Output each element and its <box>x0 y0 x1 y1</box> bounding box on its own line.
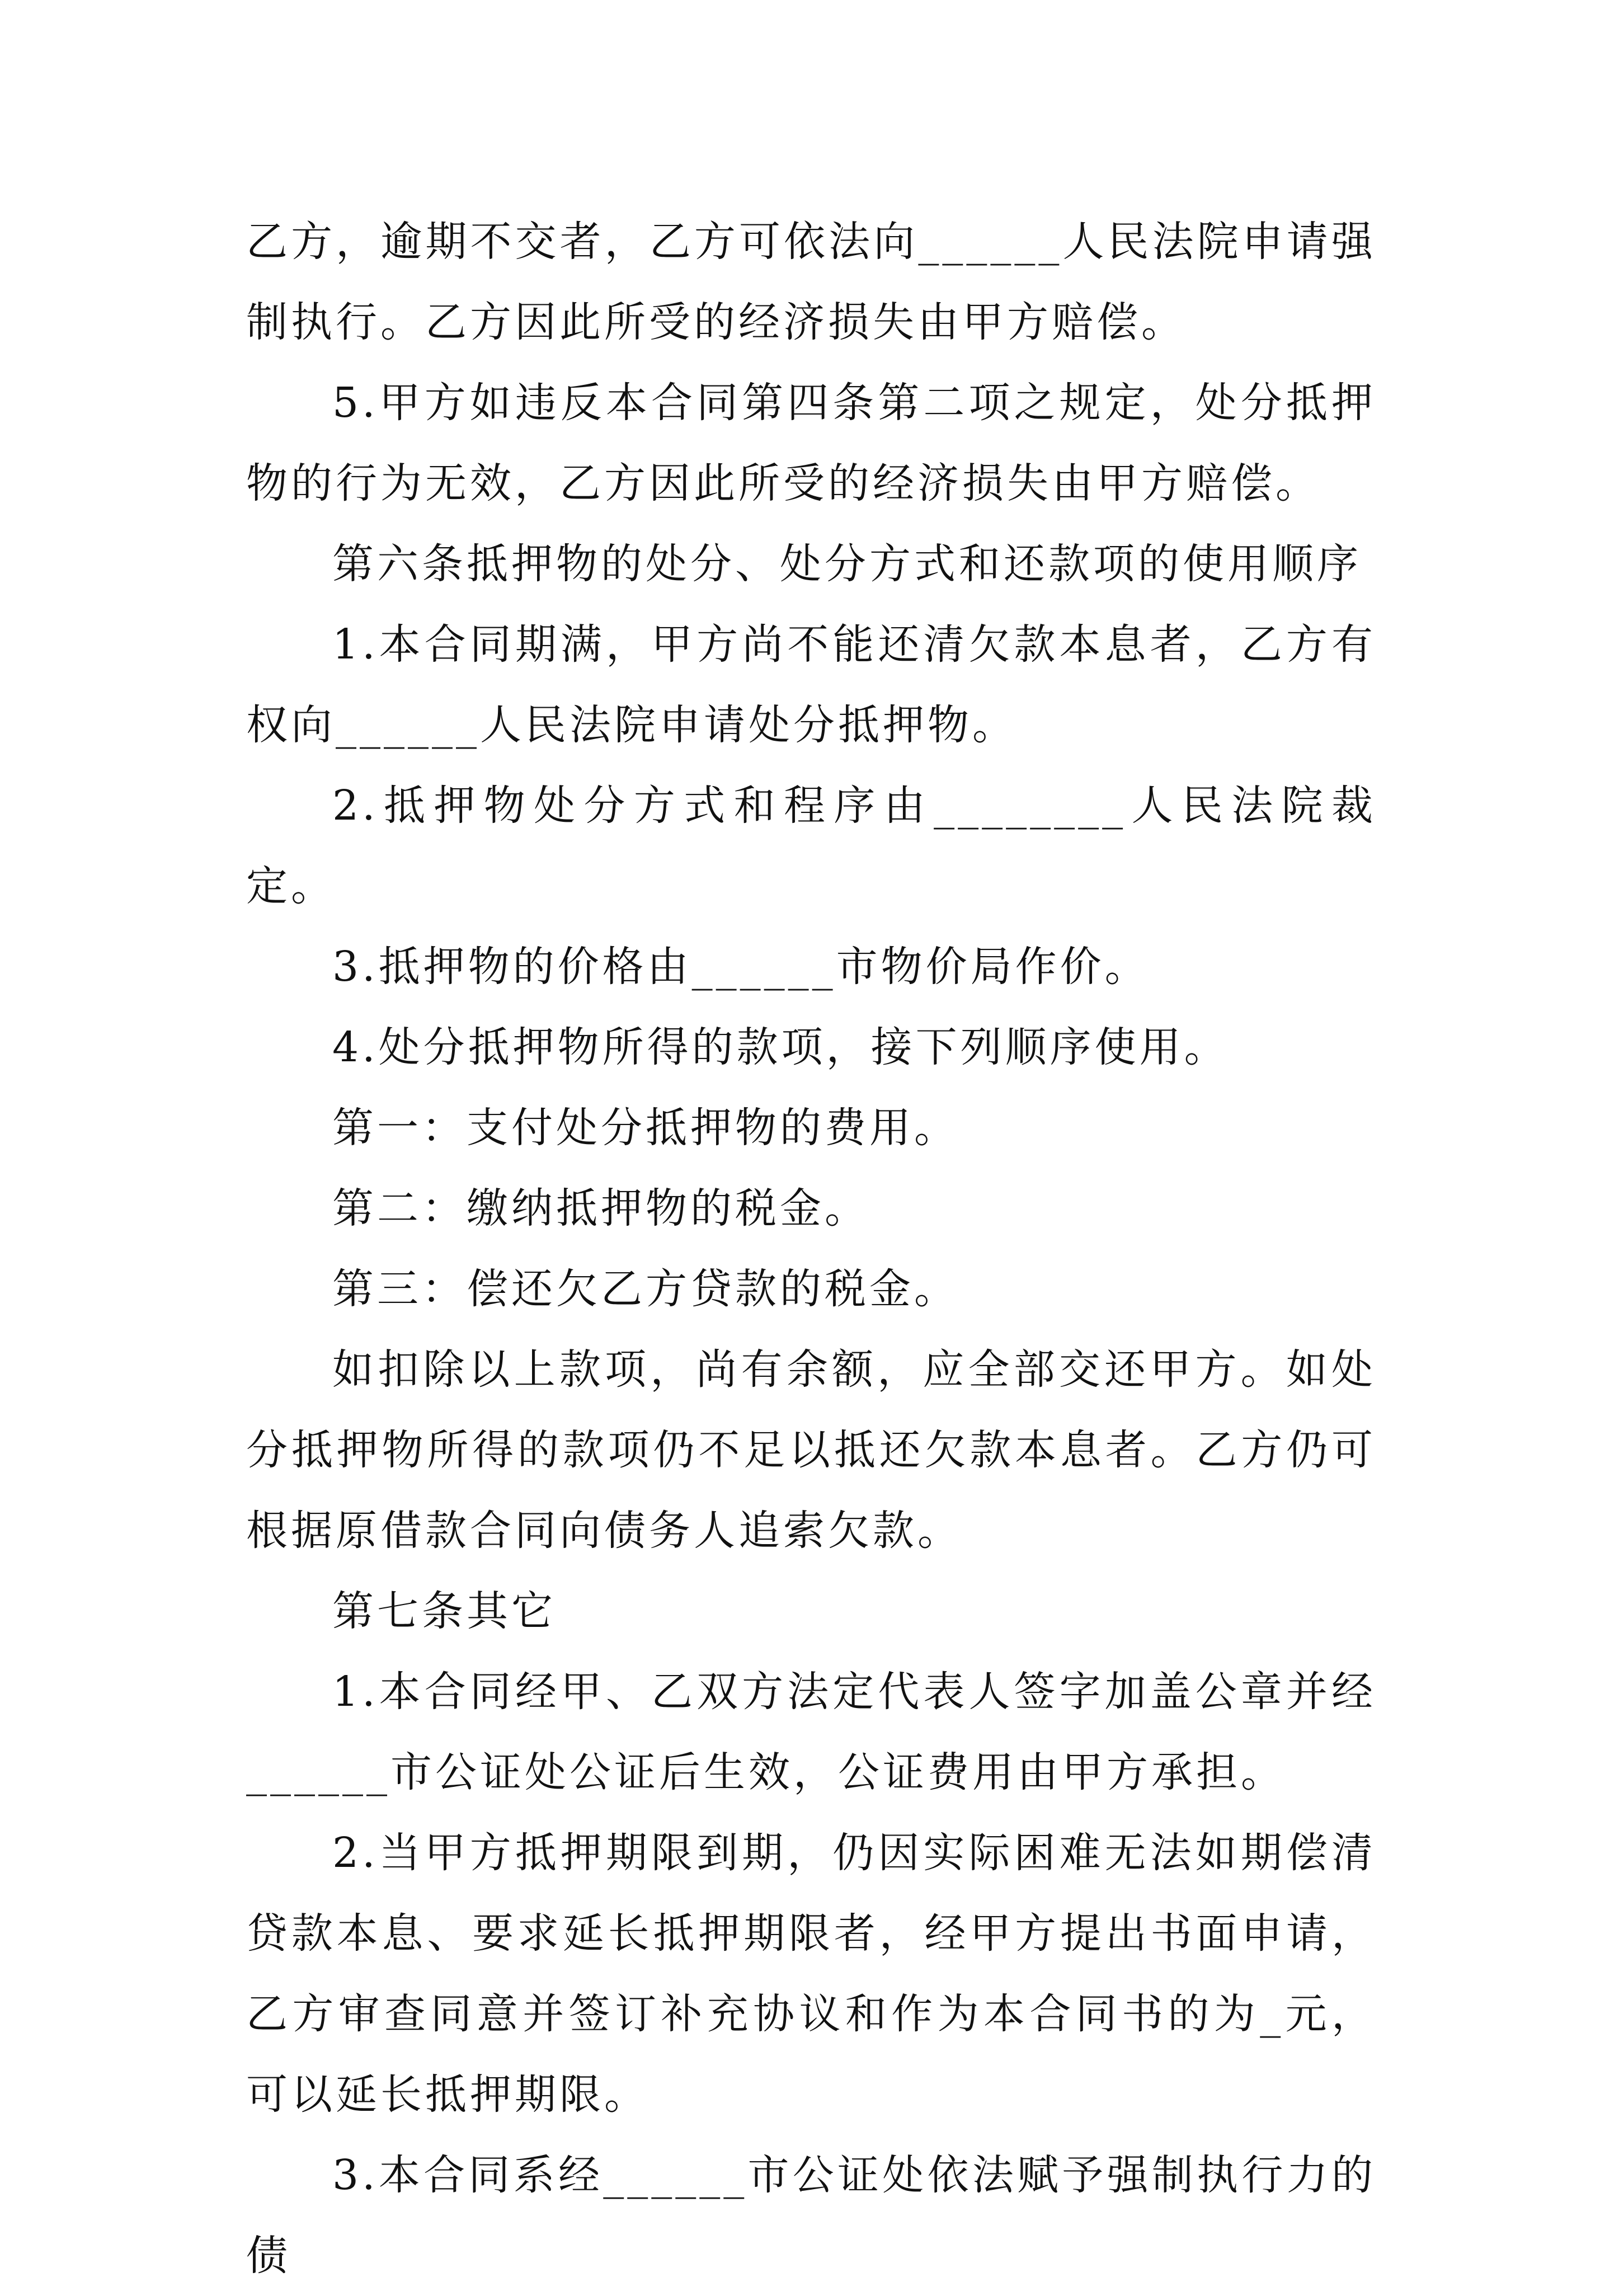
paragraph-15: 3.本合同系经______市公证处依法赋予强制执行力的债 <box>246 2151 1376 2280</box>
paragraph-3-heading: 第六条抵押物的处分、处分方式和还款项的使用顺序 <box>332 540 1362 588</box>
paragraph-9: 第二：缴纳抵押物的税金。 <box>332 1184 869 1232</box>
paragraph-6: 3.抵押物的价格由______市物价局作价。 <box>332 943 1150 991</box>
document-body <box>246 201 1376 2296</box>
paragraph-8: 第一：支付处分抵押物的费用。 <box>332 1104 959 1152</box>
paragraph-1: 乙方，逾期不交者，乙方可依法向______人民法院申请强制执行。乙方因此所受的经济损失由甲方赔偿。 <box>246 218 1376 346</box>
paragraph-10: 第三：偿还欠乙方贷款的税金。 <box>332 1265 959 1313</box>
paragraph-14: 2.当甲方抵押期限到期，仍因实际困难无法如期偿清贷款本息、要求延长抵押期限者，经甲方提出书面申请，乙方审查同意并签订补充协议和作为本合同书的为_元，可以延长抵押期限。 <box>246 1829 1376 2119</box>
paragraph-4: 1.本合同期满，甲方尚不能还清欠款本息者，乙方有权向______人民法院申请处分抵押物。 <box>246 620 1376 749</box>
paragraph-11: 如扣除以上款项，尚有余额，应全部交还甲方。如处分抵押物所得的款项仍不足以抵还欠款本息者。乙方仍可根据原借款合同向债务人追索欠款。 <box>246 1345 1376 1555</box>
paragraph-7: 4.处分抵押物所得的款项，接下列顺序使用。 <box>332 1023 1229 1071</box>
paragraph-13: 1.本合同经甲、乙双方法定代表人签字加盖公章并经______市公证处公证后生效，公证费用由甲方承担。 <box>246 1668 1376 1796</box>
paragraph-2: 5.甲方如违反本合同第四条第二项之规定，处分抵押物的行为无效，乙方因此所受的经济损失由甲方赔偿。 <box>246 379 1376 507</box>
paragraph-5: 2.抵押物处分方式和程序由________人民法院裁定。 <box>246 782 1376 910</box>
paragraph-12-heading: 第七条其它 <box>332 1587 556 1635</box>
